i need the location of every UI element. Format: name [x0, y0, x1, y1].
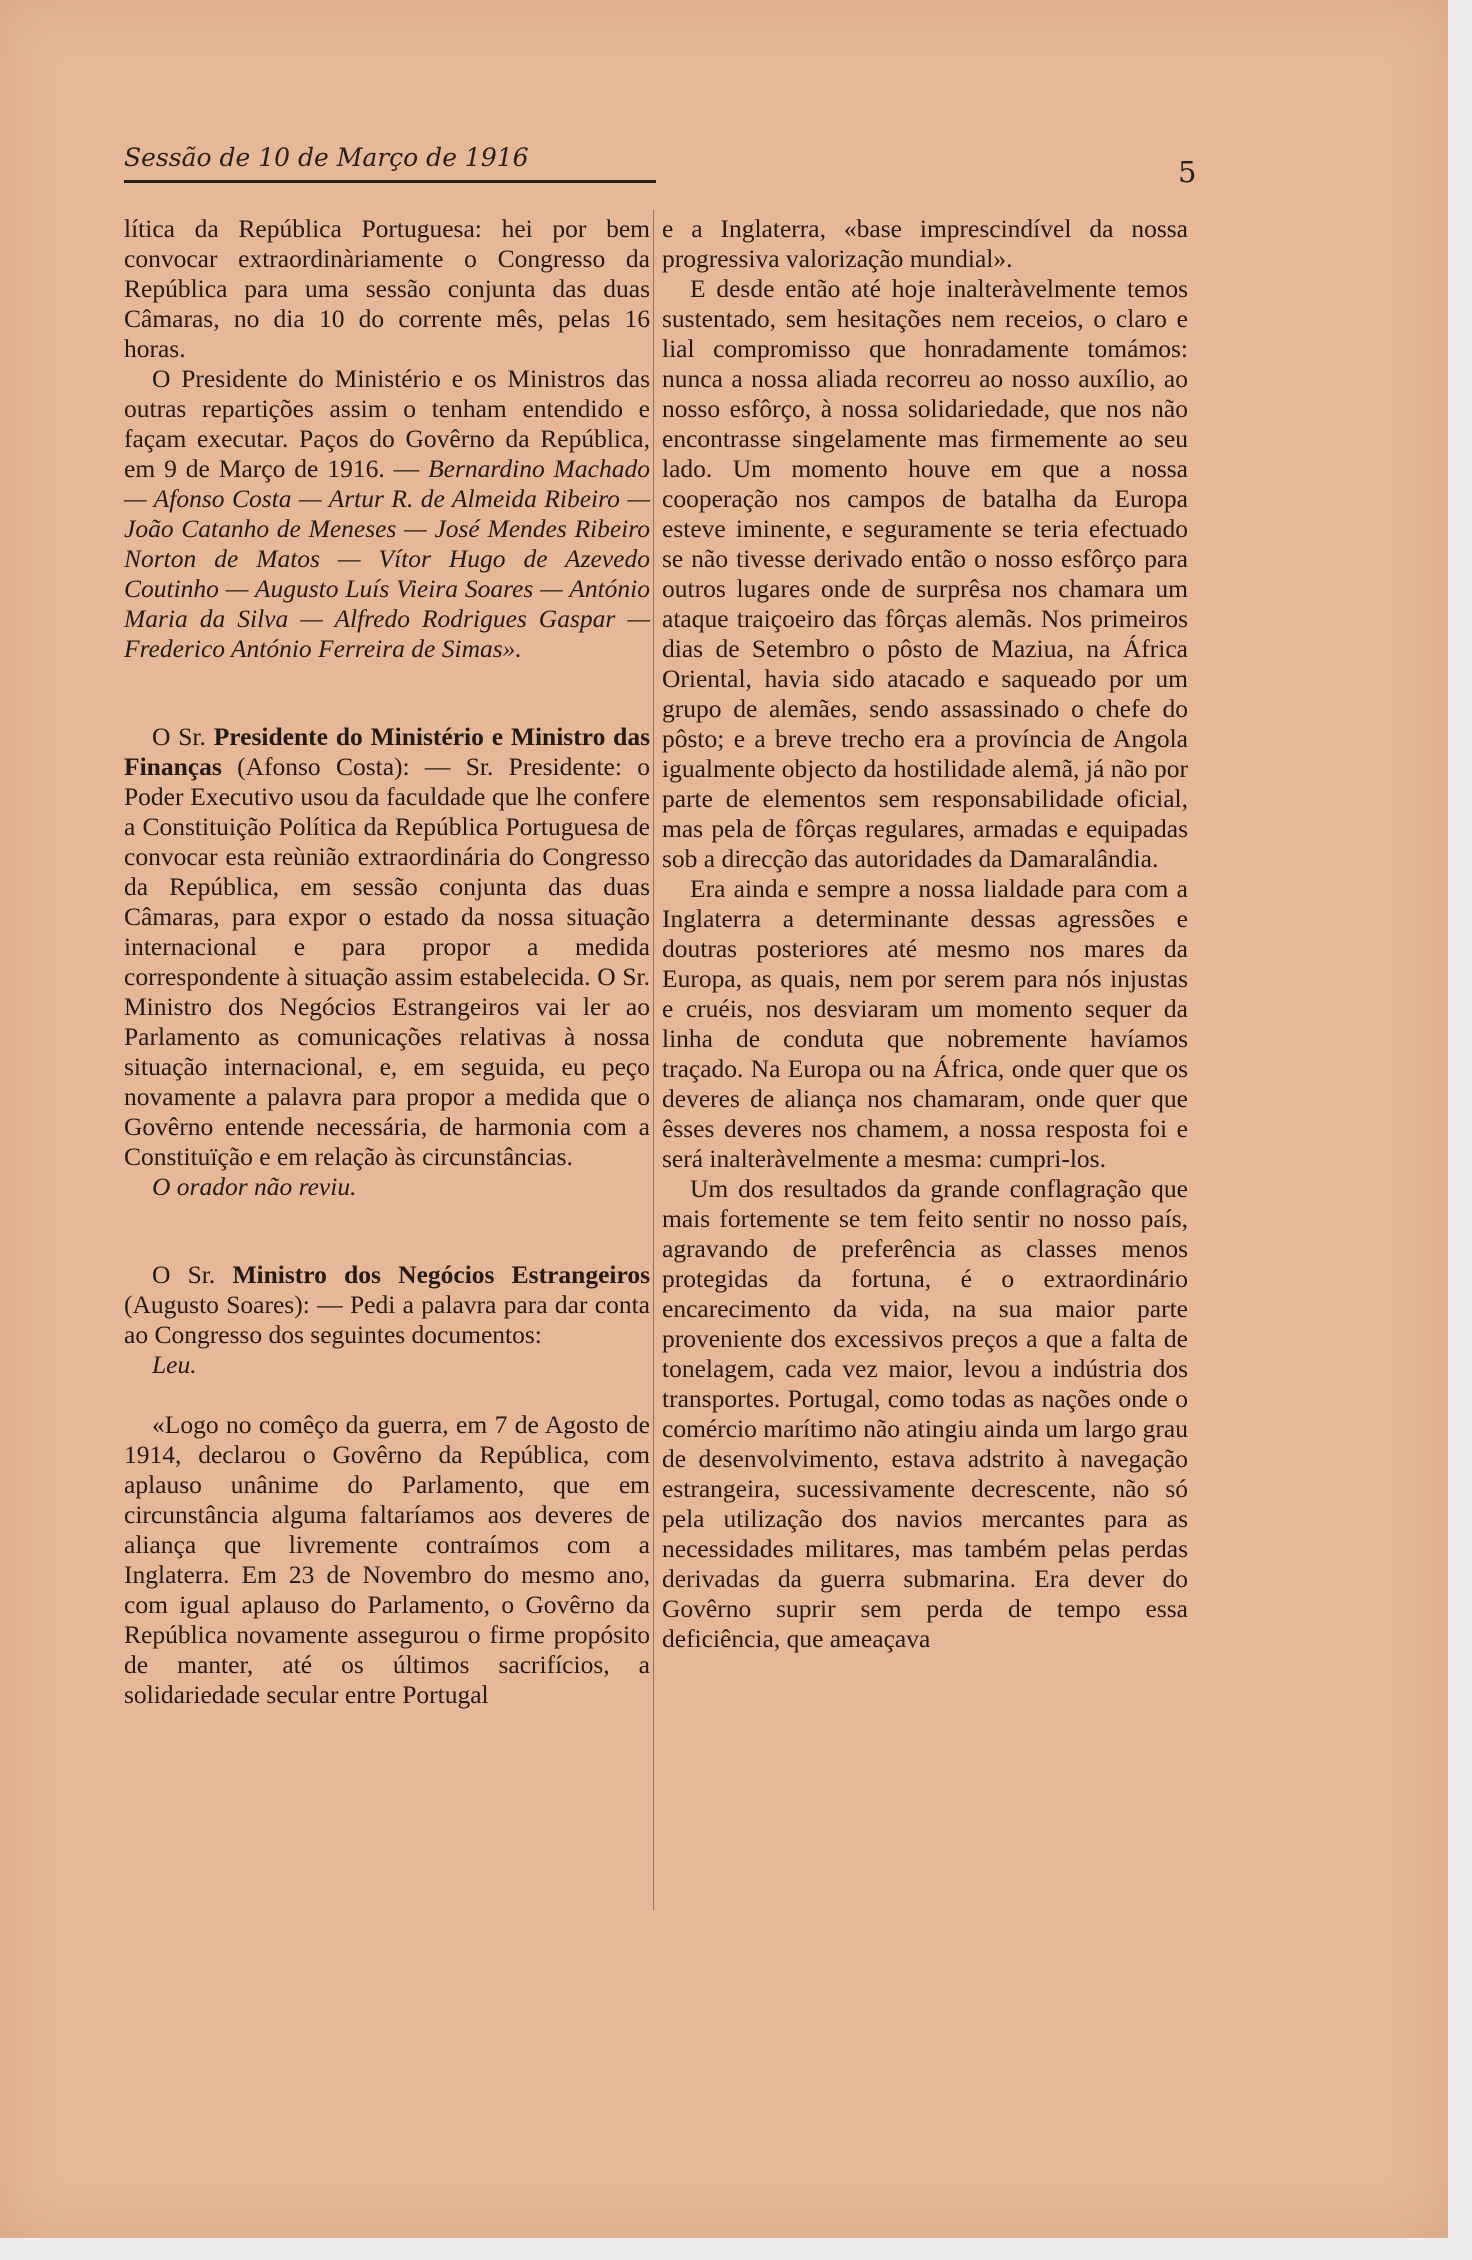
paragraph: Era ainda e sempre a nossa lialdade para com a Inglaterra a determinante dessas agressões e doutras posteriores até mesmo nos mares da Europa, as quais, nem por serem para nós injustas e cruéis, nos desviaram um momento sequer da linha de conduta que nobremente havíamos traçado. Na Europa ou na África, onde quer que os deveres de aliança nos chamaram, onde quer que êsses deveres nos chamem, a nossa resposta foi e será inalteràvelmente a mesma: cumpri-los.	[662, 874, 1188, 1173]
page-header	[124, 143, 1214, 189]
paragraph: Um dos resultados da grande conflagração que mais fortemente se tem feito sentir no nosso país, agravando de preferência as classes menos protegidas da fortuna, é o extraordinário encarecimento da vida, na sua maior parte proveniente dos excessivos preços a que a falta de tonelagem, cada vez maior, levou a indústria dos transportes. Portugal, como todas as nações onde o comércio marítimo não atingiu ainda um largo grau de desenvolvimento, estava adstrito à navegação estrangeira, sucessivamente decrescente, não só pela utilização dos navios mercantes para as necessidades militares, mas também pelas perdas derivadas da guerra submarina. Era dever do Govêrno suprir sem perda de tempo essa deficiência, que ameaçava	[662, 1174, 1188, 1653]
running-head: Sessão de 10 de Março de 1916	[124, 143, 529, 172]
paragraph: lítica da República Portuguesa: hei por bem convocar extraordinàriamente o Congresso da República para uma sessão conjunta das duas Câmaras, no dia 10 do corrente mês, pelas 16 horas.	[124, 214, 650, 363]
paragraph: E desde então até hoje inalteràvelmente temos sustentado, sem hesitações nem receios, o claro e lial compromisso que honradamente tomámos: nunca a nossa aliada recorreu ao nosso auxílio, ao nosso esfôrço, à nossa solidariedade, que nos não encontrasse singelamente mas firmemente ao seu lado. Um momento houve em que a nossa cooperação nos campos de batalha da Europa esteve iminente, e seguramente se teria efectuado se não tivesse derivado então o nosso esfôrço para outros lugares onde de surprêsa nos chamara um ataque traiçoeiro das fôrças alemãs. Nos primeiros dias de Setembro o pôsto de Maziua, na África Oriental, havia sido atacado e saqueado por um grupo de alemães, sendo assassinado o chefe do pôsto; e a breve trecho era a província de Angola igualmente objecto da hostilidade alemã, já não por parte de elementos sem responsabilidade oficial, mas pela de fôrças regulares, armadas e equipadas sob a direcção das autoridades da Damaralândia.	[662, 274, 1188, 873]
right-column	[662, 214, 1188, 1654]
left-column	[124, 214, 650, 1710]
speaker-lead: O Sr.	[152, 1260, 216, 1289]
speech-text: (Afonso Costa): — Sr. Presidente: o Poder Executivo usou da faculdade que lhe confere a Constituição Política da República Portuguesa de convocar esta reùnião extraordinária do Congresso da República, em sessão conjunta das duas Câmaras, para expor o estado da nossa situação internacional e para propor a medida correspondente à situação assim estabelecida. O Sr. Ministro dos Negócios Estrangeiros vai ler ao Parlamento as comunicações relativas à nossa situação internacional, e, em seguida, eu peço novamente a palavra para propor a medida que o Govêrno entende necessária, de harmonia com a Constituïção e em relação às circunstâncias.	[124, 752, 650, 1171]
scan-margin-bottom	[0, 2238, 1448, 2260]
speaker-name: Ministro dos Negócios Estrangeiros	[232, 1260, 651, 1289]
paragraph: e a Inglaterra, «base imprescindível da nossa progressiva valorização mundial».	[662, 214, 1188, 273]
quoted-document: «Logo no comêço da guerra, em 7 de Agosto de 1914, declarou o Govêrno da República, com aplauso unânime do Parlamento, que em circunstância alguma faltaríamos aos deveres de aliança que livremente contraímos com a Inglaterra. Em 23 de Novembro do mesmo ano, com igual aplauso do Parlamento, o Govêrno da República novamente assegurou o firme propósito de manter, até os últimos sacrifícios, a solidariedade secular entre Portugal	[124, 1410, 650, 1709]
speaker-name: Presidente do Ministério e Ministro das Finanças	[124, 722, 651, 781]
speech-paragraph	[124, 722, 650, 1172]
speech-paragraph	[124, 1260, 650, 1350]
header-rule	[124, 180, 656, 183]
scan-margin-right	[1448, 0, 1472, 2260]
speaker-lead: O Sr.	[152, 722, 206, 751]
signatures: Bernardino Machado — Afonso Costa — Artur R. de Almeida Ribeiro — João Catanho de Meneses — José Mendes Ribeiro Norton de Matos — Vítor Hugo de Azevedo Coutinho — Augusto Luís Vieira Soares — António Maria da Silva — Alfredo Rodrigues Gaspar — Frederico António Ferreira de Simas».	[124, 454, 650, 663]
speaker-note: O orador não reviu.	[152, 1172, 357, 1201]
paragraph-text: O Presidente do Ministério e os Ministros das outras repartições assim o tenham entendido e façam executar. Paços do Govêrno da República, em 9 de Março de 1916. —	[124, 364, 650, 483]
paragraph	[124, 364, 650, 664]
speaker-note: Leu.	[152, 1350, 197, 1379]
column-divider	[653, 210, 654, 1910]
speech-text: (Augusto Soares): — Pedi a palavra para dar conta ao Congresso dos seguintes documentos:	[124, 1290, 650, 1349]
page-number: 5	[1178, 155, 1197, 189]
